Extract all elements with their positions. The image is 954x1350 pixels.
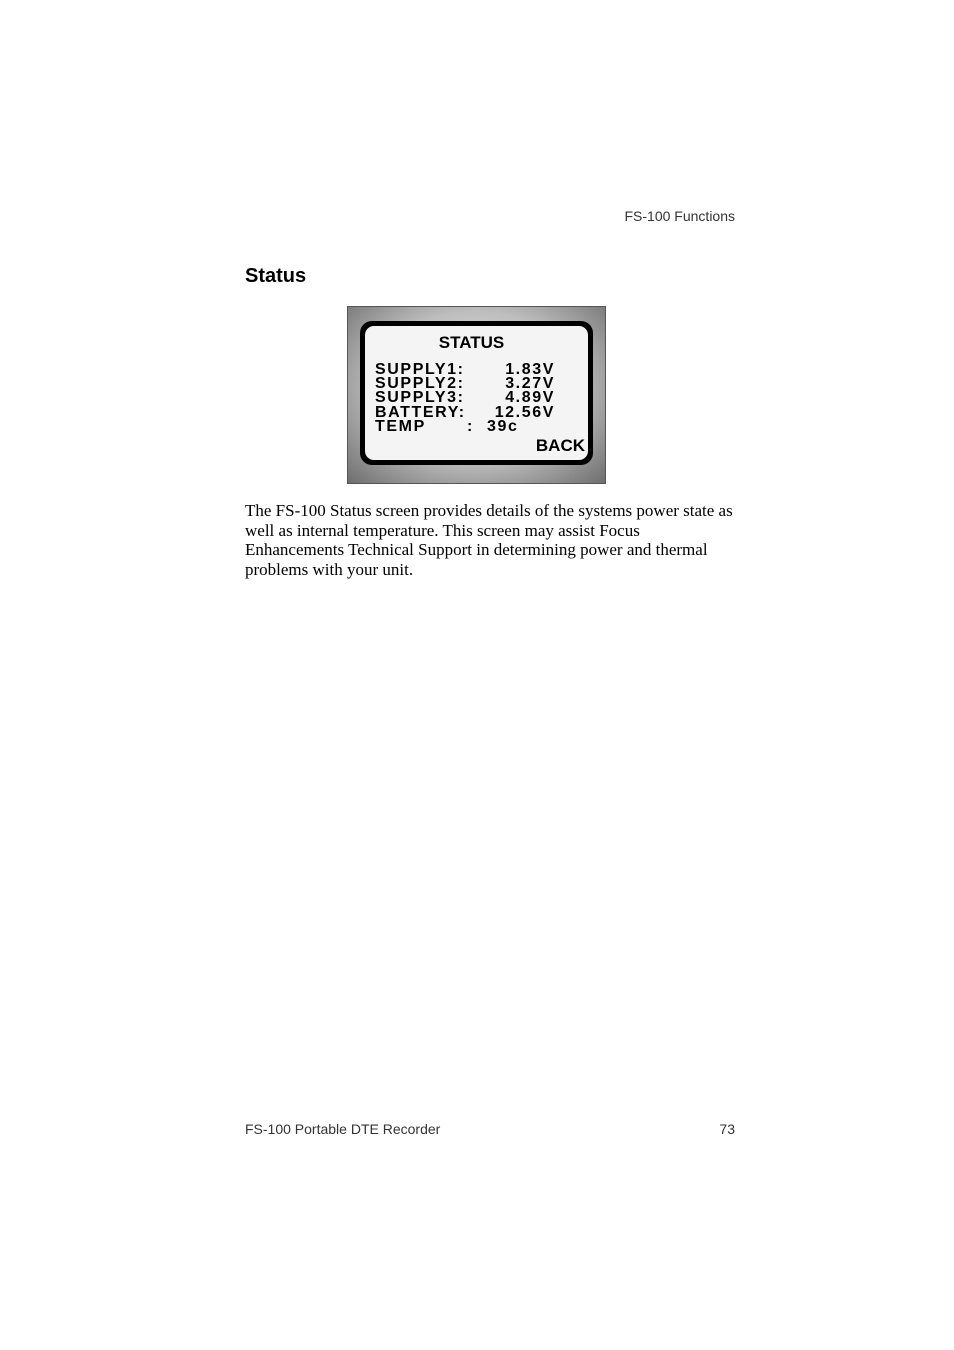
temp-label: TEMP [375, 418, 426, 435]
supply1-value: 1.83V [505, 361, 555, 378]
lcd-bezel [360, 321, 593, 465]
supply2-value: 3.27V [505, 375, 555, 392]
section-title: Status [245, 265, 307, 287]
back-button[interactable]: BACK [535, 436, 585, 455]
temp-row [375, 420, 555, 434]
running-header: FS-100 Functions [624, 208, 735, 224]
supply1-label: SUPPLY1: [375, 361, 465, 378]
temp-value: 39c [487, 418, 519, 435]
supply3-value: 4.89V [505, 389, 555, 406]
lcd-display [365, 326, 588, 460]
status-screen-figure [347, 306, 606, 484]
battery-value: 12.56V [494, 404, 555, 421]
temp-separator: : [467, 418, 474, 435]
battery-label: BATTERY: [375, 404, 466, 421]
page-number: 73 [719, 1121, 735, 1137]
supply3-row [375, 391, 555, 405]
footer-document-title: FS-100 Portable DTE Recorder [245, 1121, 441, 1137]
supply3-label: SUPPLY3: [375, 389, 465, 406]
lcd-title: STATUS [438, 333, 505, 352]
supply2-label: SUPPLY2: [375, 375, 465, 392]
body-paragraph: The FS-100 Status screen provides details of the systems power state as well as internal temperature. This screen may assist Focus Enhancements Technical Support in determining power and thermal problems with your unit. [245, 501, 733, 579]
